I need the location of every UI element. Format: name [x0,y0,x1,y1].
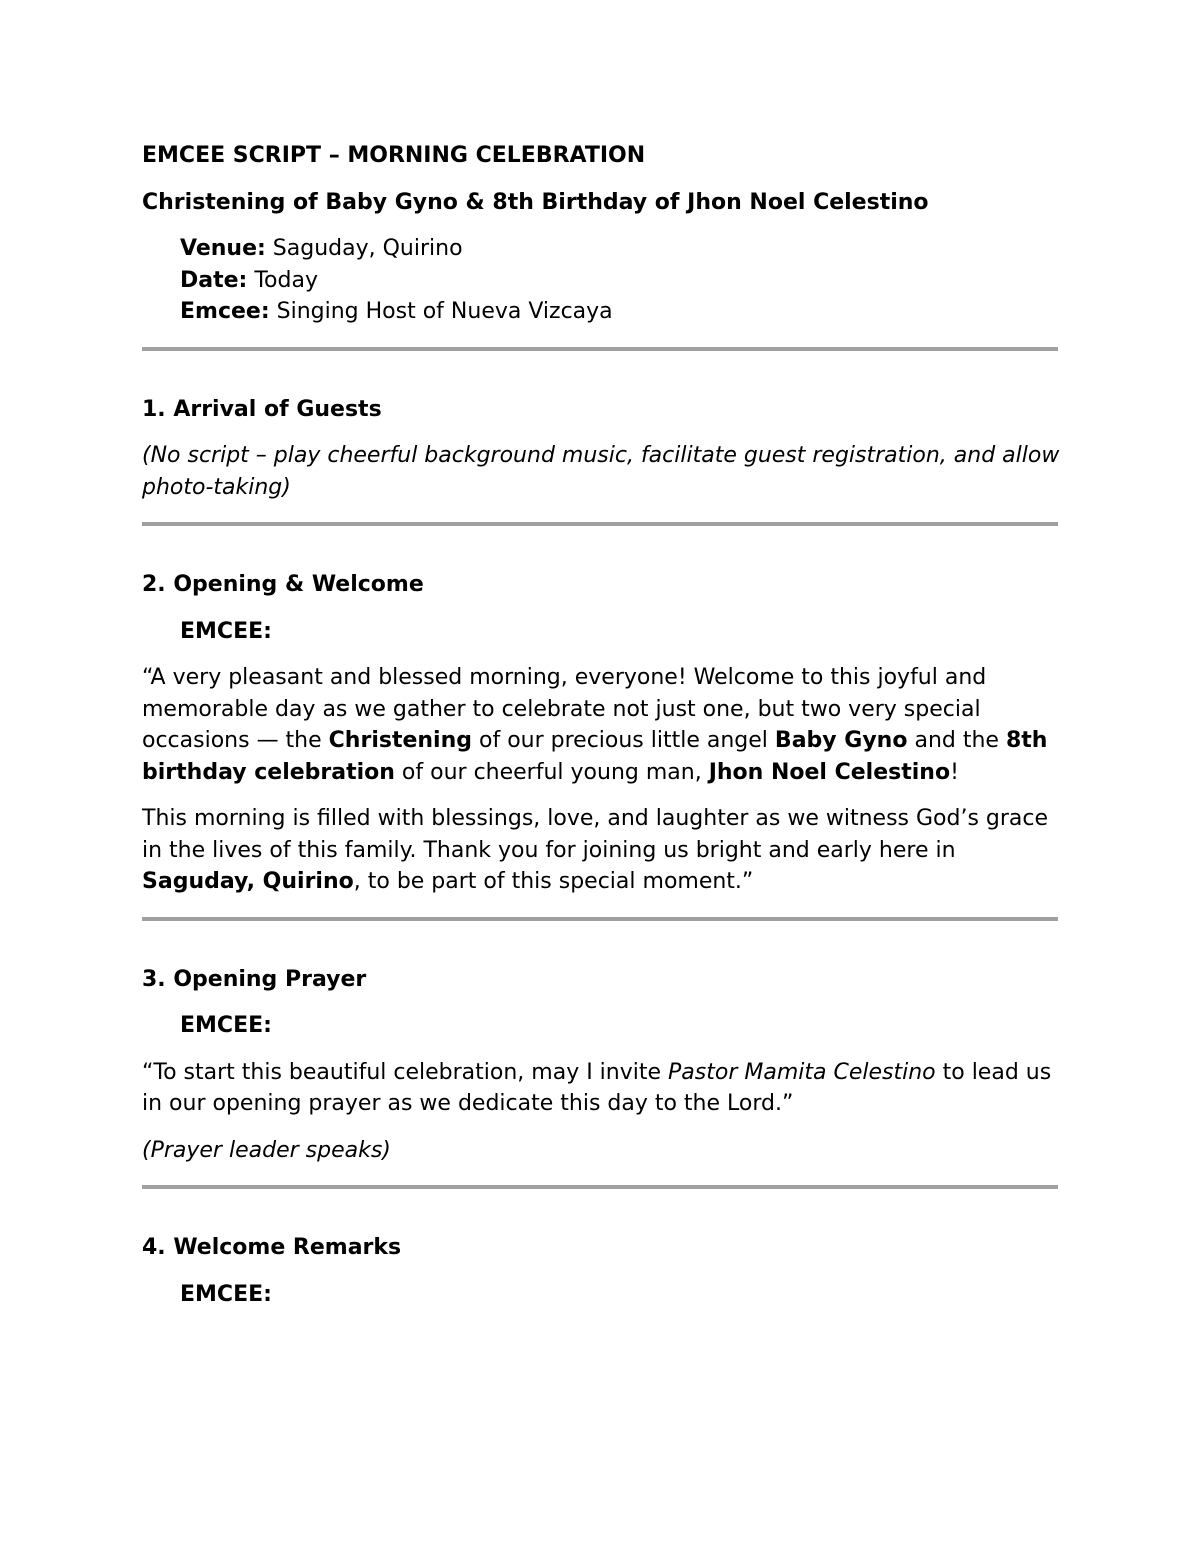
section-divider [142,347,1058,351]
text-run: “To start this beautiful celebration, may I invite [142,1059,669,1085]
welcome-paragraph-1 [142,662,1060,788]
document-subtitle: Christening of Baby Gyno & 8th Birthday of Jhon Noel Celestino [142,189,929,215]
text-run: and the [907,728,1006,753]
emcee-speaker-label: EMCEE: [180,1281,272,1307]
section-heading-arrival: 1. Arrival of Guests [142,396,382,422]
welcome-paragraph-2 [142,803,1060,898]
text-run: of our cheerful young man, [394,759,709,785]
prayer-paragraph [142,1057,1060,1120]
prayer-note: (Prayer leader speaks) [142,1137,391,1163]
date-label: Date: [180,267,248,293]
section-heading-opening-welcome: 2. Opening & Welcome [142,572,424,597]
text-run-bold: Christening [328,728,472,753]
venue-line [180,233,1060,265]
emcee-speaker-label: EMCEE: [180,618,272,644]
venue-label: Venue: [180,236,266,261]
text-run: , to be part of this special moment.” [353,869,754,894]
text-run: ! [950,759,959,785]
section-divider [142,522,1058,526]
date-value: Today [247,267,318,293]
venue-value: Saguday, Quirino [265,236,463,261]
text-run: This morning is filled with blessings, love, and laughter as we witness God’s grace in the lives of this family. Thank you for joining us bright and early here in [142,806,1049,863]
text-run: of our precious little angel [472,728,775,753]
document-title: EMCEE SCRIPT – MORNING CELEBRATION [142,143,646,168]
text-run-bold: Jhon Noel Celestino [708,759,951,785]
section-divider [142,1185,1058,1189]
text-run-bold: Baby Gyno [774,728,908,753]
section-divider [142,917,1058,921]
document-page [142,140,1060,1310]
text-run-bold: 8th birthday celebration [142,728,1048,785]
section-heading-opening-prayer: 3. Opening Prayer [142,966,367,992]
emcee-value: Singing Host of Nueva Vizcaya [269,299,613,324]
event-details [180,233,1060,328]
emcee-speaker-label: EMCEE: [180,1013,272,1038]
text-run: “A very pleasant and blessed morning, everyone! Welcome to this joyful and memorable day as we gather to celebrate not just one, but two very special occasions — the [142,665,987,753]
emcee-line [180,296,1060,328]
arrival-note: (No script – play cheerful background music, facilitate guest registration, and allow photo-taking) [142,443,1060,500]
text-run-italic: Pastor Mamita Celestino [668,1059,936,1085]
section-heading-welcome-remarks: 4. Welcome Remarks [142,1235,402,1260]
emcee-label: Emcee: [180,299,270,324]
date-line [180,265,1060,297]
text-run-bold: Saguday, Quirino [142,869,354,894]
text-run: to lead us in our opening prayer as we dedicate this day to the Lord.” [142,1059,1052,1116]
